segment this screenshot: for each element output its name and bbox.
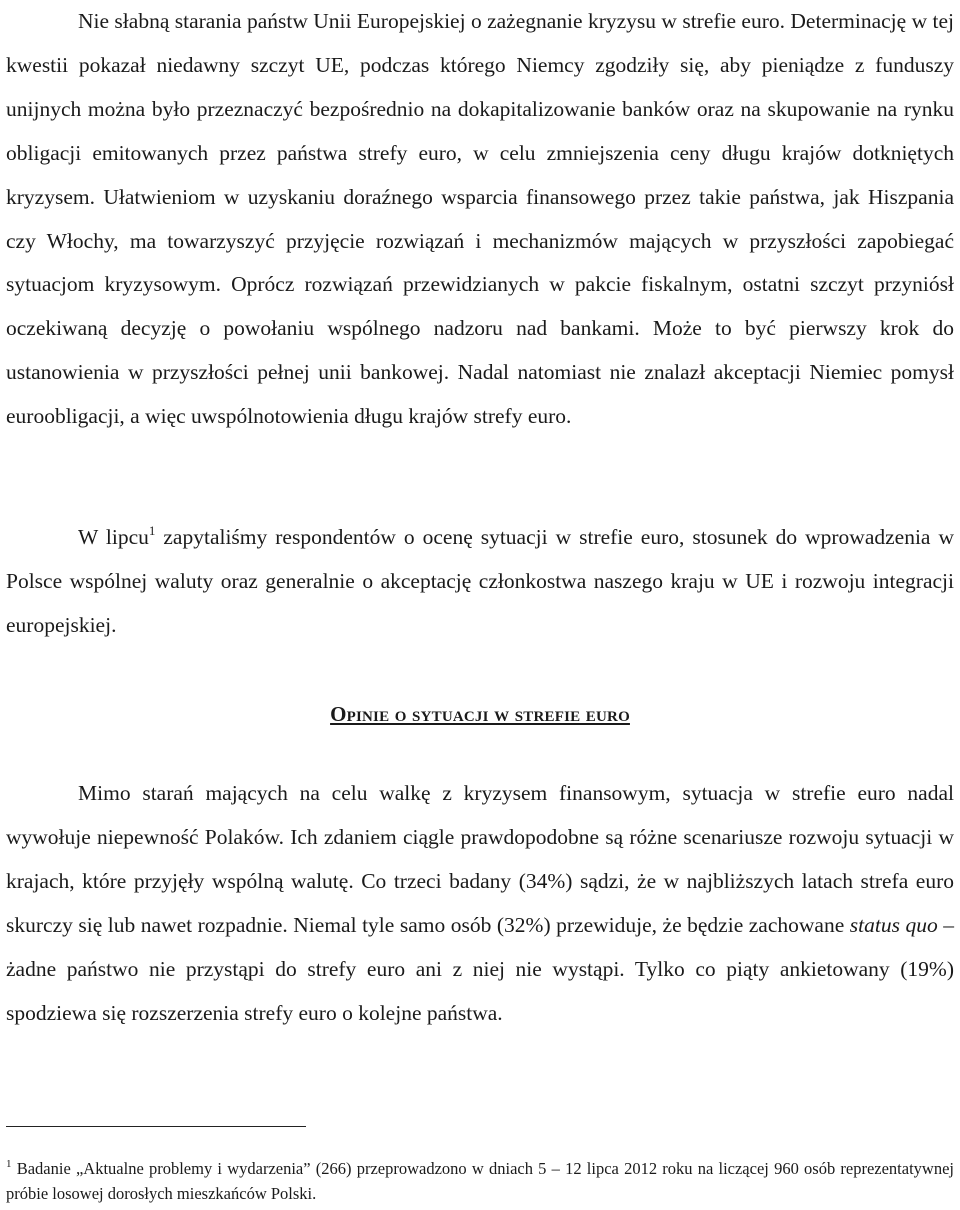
paragraph-survey	[6, 516, 954, 648]
paragraph-intro	[6, 0, 954, 439]
paragraph-survey-rest: zapytaliśmy respondentów o ocenę sytuacji w strefie euro, stosunek do wprowadzenia w Polsce wspólnej waluty oraz generalnie o akceptację członkostwa naszego kraju w UE i rozwoju integracji europejskiej.	[6, 525, 954, 637]
footnote-separator	[6, 1126, 306, 1127]
footnote-reference[interactable]: 1	[148, 523, 156, 538]
paragraph-findings	[6, 772, 954, 1035]
footnote	[6, 1156, 954, 1206]
italic-term: status quo	[849, 912, 938, 937]
paragraph-intro-text: Nie słabną starania państw Unii Europejskiej o zażegnanie kryzysu w strefie euro. Determinację w tej kwestii pokazał niedawny szczyt UE, podczas którego Niemcy zgodziły się, aby pieniądze z funduszy unijnych można było przeznaczyć bezpośrednio na dokapitalizowanie banków oraz na skupowanie na rynku obligacji emitowanych przez państwa strefy euro, w celu zmniejszenia ceny długu krajów dotkniętych kryzysem. Ułatwieniom w uzyskaniu doraźnego wsparcia finansowego przez takie państwa, jak Hiszpania czy Włochy, ma towarzyszyć przyjęcie rozwiązań i mechanizmów mających w przyszłości zapobiegać sytuacjom kryzysowym. Oprócz rozwiązań przewidzianych w pakcie fiskalnym, ostatni szczyt przyniósł oczekiwaną decyzję o powołaniu wspólnego nadzoru nad bankami. Może to być pierwszy krok do ustanowienia w przyszłości pełnej unii bankowej. Nadal natomiast nie znalazł akceptacji Niemiec pomysł euroobligacji, a więc uwspólnotowienia długu krajów strefy euro.	[6, 9, 954, 429]
paragraph-findings-text-1: Mimo starań mających na celu walkę z kryzysem finansowym, sytuacja w strefie euro nadal wywołuje niepewność Polaków. Ich zdaniem ciągle prawdopodobne są różne scenariusze rozwoju sytuacji w krajach, które przyjęły wspólną walutę. Co trzeci badany (34%) sądzi, że w najbliższych latach strefa euro skurczy się lub nawet rozpadnie. Niemal tyle samo osób (32%) przewiduje, że będzie zachowane	[6, 781, 954, 937]
footnote-text: Badanie „Aktualne problemy i wydarzenia” (266) przeprowadzono w dniach 5 – 12 lipca 2012 roku na liczącej 960 osób reprezentatywnej próbie losowej dorosłych mieszkańców Polski.	[6, 1159, 954, 1203]
paragraph-findings-text-2: – żadne państwo nie przystąpi do strefy euro ani z niej nie wystąpi. Tylko co piąty ankietowany (19%) spodziewa się rozszerzenia strefy euro o kolejne państwa.	[6, 912, 954, 1025]
paragraph-survey-start: W lipcu	[78, 525, 149, 549]
section-heading: Opinie o sytuacji w strefie euro	[330, 702, 630, 726]
footnote-number: 1	[6, 1158, 12, 1170]
